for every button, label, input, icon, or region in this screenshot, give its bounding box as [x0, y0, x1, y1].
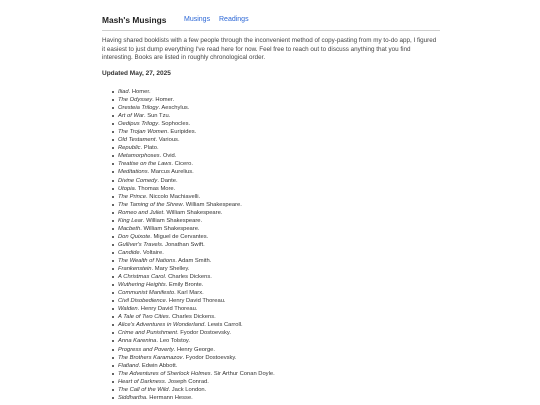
- book-item: [118, 265, 275, 273]
- book-item: [118, 217, 275, 225]
- separator: .: [240, 201, 242, 208]
- separator: .: [155, 137, 159, 144]
- separator: .: [152, 97, 156, 104]
- separator: .: [210, 370, 214, 377]
- separator: .: [167, 129, 171, 136]
- book-author: Adam Smith: [178, 257, 210, 264]
- book-item: [118, 168, 275, 176]
- book-item: [118, 257, 275, 265]
- book-title: A Tale of Two Cities: [118, 314, 169, 321]
- book-author: William Shakespeare: [146, 217, 201, 224]
- separator: .: [168, 113, 171, 120]
- separator: .: [140, 225, 144, 232]
- book-item: [118, 337, 275, 345]
- separator: .: [191, 161, 194, 168]
- book-author: Sun Tzu: [147, 113, 169, 120]
- book-item: [118, 289, 275, 297]
- book-item: [118, 185, 275, 193]
- book-item: [118, 305, 275, 313]
- book-author: Fyodor Dostoevsky: [180, 330, 230, 337]
- separator: .: [151, 266, 155, 273]
- book-item: [118, 128, 275, 136]
- book-title: Oedipus Trilogy: [118, 121, 159, 128]
- updated-date: Updated May, 27, 2025: [102, 70, 171, 77]
- book-title: Siddhartha: [118, 394, 147, 401]
- book-author: Joseph Conrad: [167, 378, 208, 385]
- book-item: [118, 88, 275, 96]
- separator: .: [192, 169, 194, 176]
- separator: .: [194, 129, 197, 136]
- book-item: [118, 370, 275, 378]
- separator: .: [206, 233, 209, 240]
- book-item: [118, 104, 275, 112]
- separator: .: [201, 282, 204, 289]
- book-author: Marcus Aurelius: [150, 169, 193, 176]
- book-author: Aeschylus: [161, 105, 188, 112]
- separator: .: [157, 145, 159, 152]
- separator: .: [172, 97, 175, 104]
- separator: .: [207, 378, 209, 385]
- book-item: [118, 225, 275, 233]
- separator: .: [140, 145, 144, 152]
- book-item: [118, 273, 275, 281]
- separator: .: [177, 137, 180, 144]
- separator: .: [157, 177, 161, 184]
- separator: .: [223, 298, 226, 305]
- book-author: Fyodor Dostoevsky: [185, 354, 235, 361]
- book-title: The Taming of the Shrew: [118, 201, 183, 208]
- separator: .: [210, 274, 212, 281]
- book-item: [118, 209, 275, 217]
- separator: .: [168, 314, 172, 321]
- separator: .: [164, 378, 168, 385]
- book-item: [118, 193, 275, 201]
- book-title: The Call of the Wild: [118, 386, 169, 393]
- book-item: [118, 346, 275, 354]
- separator: .: [162, 249, 164, 256]
- separator: .: [203, 241, 205, 248]
- separator: .: [171, 161, 175, 168]
- book-title: Metamorphoses: [118, 153, 160, 160]
- book-list: [102, 88, 275, 402]
- separator: .: [202, 290, 204, 297]
- separator: .: [220, 209, 223, 216]
- separator: .: [156, 338, 160, 345]
- book-author: Dante: [160, 177, 177, 184]
- separator: .: [174, 153, 177, 160]
- separator: .: [168, 386, 172, 393]
- separator: .: [182, 354, 186, 361]
- book-author: Jonathan Swift: [165, 241, 204, 248]
- book-author: Sir Arthur Conan Doyle: [213, 370, 274, 377]
- separator: .: [158, 105, 162, 112]
- book-author: Thomas More: [137, 185, 174, 192]
- book-title: Frankenstein: [118, 266, 152, 273]
- separator: .: [164, 274, 169, 281]
- book-title: Romeo and Juliet: [118, 209, 164, 216]
- book-title: The Adventures of Sherlock Holmes: [118, 370, 211, 377]
- separator: .: [148, 89, 151, 95]
- site-header: [102, 0, 440, 31]
- book-title: Candide: [118, 249, 140, 256]
- separator: .: [142, 217, 147, 224]
- separator: .: [159, 153, 163, 160]
- book-author: Charles Dickens: [168, 274, 211, 281]
- book-title: Meditations: [118, 169, 148, 176]
- separator: .: [241, 322, 243, 329]
- separator: .: [200, 217, 203, 224]
- separator: .: [146, 394, 150, 401]
- book-author: Miguel de Cervantes: [153, 233, 207, 240]
- book-item: [118, 297, 275, 305]
- book-author: Mary Shelley: [154, 266, 188, 273]
- separator: .: [175, 257, 179, 264]
- book-title: The Trojan Women: [118, 129, 168, 136]
- book-author: Voltaire: [142, 249, 163, 256]
- book-title: A Christmas Carol: [118, 274, 165, 281]
- book-title: Civil Disobedience: [118, 298, 166, 305]
- book-title: The Prince: [118, 193, 147, 200]
- separator: .: [173, 346, 177, 353]
- book-title: Old Testament: [118, 137, 156, 144]
- book-author: Various: [158, 137, 178, 144]
- book-title: Art of War: [118, 113, 144, 120]
- book-title: Crime and Punishment: [118, 330, 177, 337]
- separator: .: [204, 386, 207, 393]
- separator: .: [163, 209, 167, 216]
- book-author: Sophocles: [161, 121, 189, 128]
- separator: .: [165, 282, 169, 289]
- book-author: Plato: [143, 145, 158, 152]
- separator: .: [197, 225, 200, 232]
- page: [102, 0, 440, 401]
- separator: .: [191, 394, 193, 401]
- book-item: [118, 394, 275, 402]
- book-author: Cicero: [174, 161, 192, 168]
- separator: .: [204, 322, 208, 329]
- book-title: The Brothers Karamazov: [118, 354, 183, 361]
- intro-paragraph: Having shared booklists with a few people through the inconvenient method of copy-pasting from my to-do app, I figured it easiest to just dump everything I've read here for now. Feel free to reach out to discuss anything that you find interesting. Books are listed in roughly chronological order.: [102, 37, 437, 61]
- book-item: [118, 378, 275, 386]
- book-item: [118, 313, 275, 321]
- book-author: Ovid: [162, 153, 175, 160]
- separator: .: [187, 266, 190, 273]
- book-author: Henry David Thoreau: [168, 298, 224, 305]
- separator: .: [273, 370, 275, 377]
- book-author: Lewis Carroll: [207, 322, 242, 329]
- book-author: Emily Bronte: [168, 282, 202, 289]
- separator: .: [229, 330, 232, 337]
- book-author: Homer: [155, 97, 173, 104]
- book-author: William Shakespeare: [166, 209, 221, 216]
- book-item: [118, 241, 275, 249]
- separator: .: [187, 105, 190, 112]
- book-item: [118, 144, 275, 152]
- separator: .: [161, 241, 166, 248]
- book-author: William Shakespeare: [185, 201, 241, 208]
- book-item: [118, 177, 275, 185]
- separator: .: [174, 290, 178, 297]
- separator: .: [213, 346, 216, 353]
- separator: .: [188, 121, 191, 128]
- book-author: Homer: [131, 89, 149, 95]
- separator: .: [198, 193, 201, 200]
- book-item: [118, 321, 275, 329]
- book-item: [118, 120, 275, 128]
- separator: .: [137, 306, 141, 313]
- book-title: Walden: [118, 306, 138, 313]
- nav-link-musings[interactable]: Musings: [184, 16, 211, 23]
- book-item: [118, 354, 275, 362]
- book-item: [118, 249, 275, 257]
- separator: .: [209, 257, 212, 264]
- book-item: [118, 96, 275, 104]
- book-title: Divine Comedy: [118, 177, 158, 184]
- book-title: Treatise on the Laws: [118, 161, 172, 168]
- separator: .: [195, 306, 198, 313]
- separator: .: [138, 362, 142, 369]
- book-author: Leo Tolstoy: [159, 338, 189, 345]
- separator: .: [182, 201, 186, 208]
- book-item: [118, 329, 275, 337]
- separator: .: [150, 233, 154, 240]
- book-author: Euripides: [170, 129, 195, 136]
- site-title[interactable]: Mash's Musings: [102, 15, 167, 25]
- separator: .: [139, 249, 143, 256]
- separator: .: [176, 177, 178, 184]
- book-author: Henry George: [176, 346, 214, 353]
- book-item: [118, 112, 275, 120]
- separator: .: [173, 185, 176, 192]
- book-author: Niccolo Machiavelli: [149, 193, 199, 200]
- book-item: [118, 201, 275, 209]
- separator: .: [175, 362, 178, 369]
- separator: .: [147, 169, 151, 176]
- book-title: Republic: [118, 145, 141, 152]
- book-author: Karl Marx: [177, 290, 203, 297]
- book-title: Wuthering Heights: [118, 282, 166, 289]
- separator: .: [128, 89, 132, 95]
- book-title: Oresteia Trilogy: [118, 105, 159, 112]
- separator: .: [214, 314, 216, 321]
- separator: .: [165, 298, 169, 305]
- book-title: Heart of Darkness: [118, 378, 165, 385]
- book-item: [118, 160, 275, 168]
- separator: .: [234, 354, 237, 361]
- book-title: Anna Karenina: [118, 338, 157, 345]
- book-title: Don Quixote: [118, 233, 151, 240]
- book-title: Gulliver's Travels: [118, 241, 162, 248]
- book-title: The Wealth of Nations: [118, 257, 176, 264]
- book-item: [118, 233, 275, 241]
- separator: .: [176, 330, 181, 337]
- separator: .: [134, 185, 138, 192]
- book-title: Progress and Poverty: [118, 346, 174, 353]
- book-title: The Odyssey: [118, 97, 153, 104]
- book-item: [118, 362, 275, 370]
- book-item: [118, 386, 275, 394]
- book-author: Edwin Abbott: [141, 362, 176, 369]
- book-title: King Lear: [118, 217, 143, 224]
- book-author: Henry David Thoreau: [140, 306, 196, 313]
- book-item: [118, 136, 275, 144]
- book-author: Charles Dickens: [171, 314, 215, 321]
- book-author: Jack London: [171, 386, 205, 393]
- separator: .: [143, 113, 148, 120]
- book-item: [118, 152, 275, 160]
- book-title: Macbeth: [118, 225, 141, 232]
- book-author: Hermann Hesse: [149, 394, 192, 401]
- separator: .: [146, 193, 150, 200]
- book-title: Iliad: [118, 89, 129, 95]
- nav-link-readings[interactable]: Readings: [219, 16, 249, 23]
- book-title: Flatland: [118, 362, 139, 369]
- book-title: Communist Manifesto: [118, 290, 175, 297]
- book-item: [118, 281, 275, 289]
- book-title: Alice's Adventures in Wonderland: [118, 322, 205, 329]
- book-title: Utopia: [118, 185, 135, 192]
- separator: .: [158, 121, 162, 128]
- book-author: William Shakespeare: [143, 225, 198, 232]
- separator: .: [188, 338, 191, 345]
